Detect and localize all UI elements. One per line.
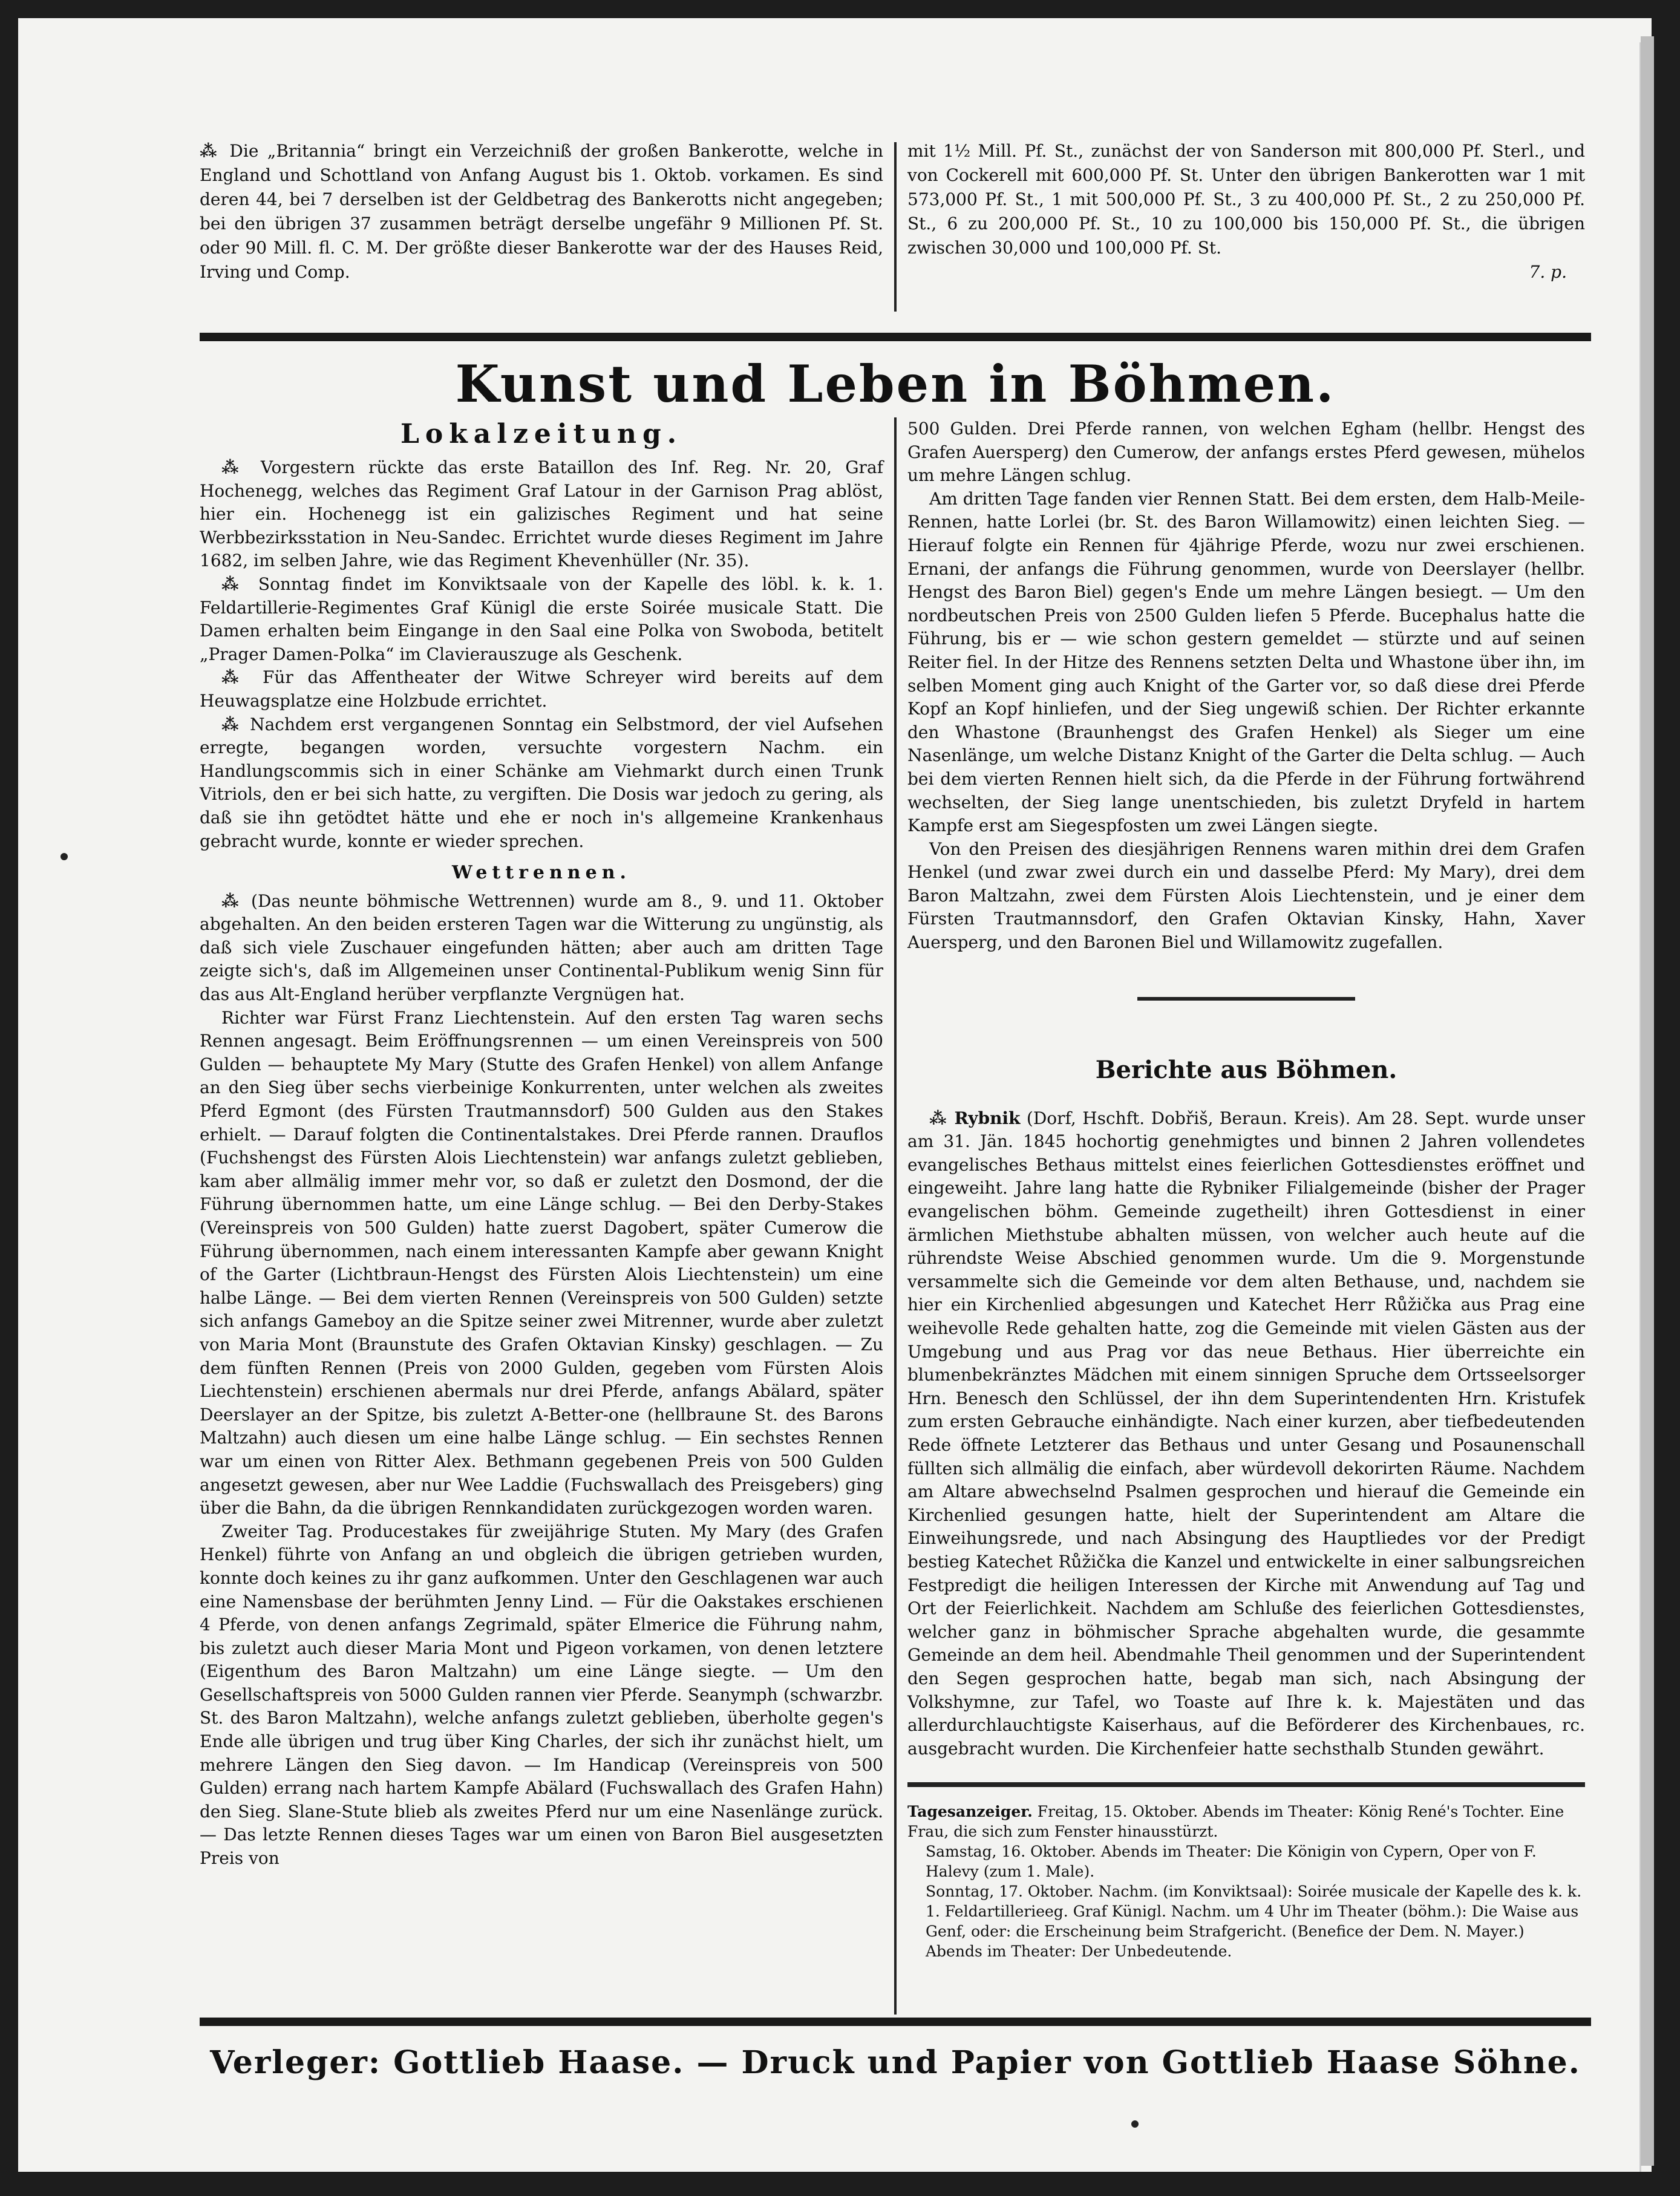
footer-rule bbox=[200, 2018, 1591, 2026]
paragraph: Richter war Fürst Franz Liechtenstein. Auf den ersten Tag waren sechs Rennen angesagt. Beim Eröffnungsrennen — um einen Vereinspreis von 500 Gulden — behauptete My Mary (Stutte des Grafen Henkel) von allem Anfange an den Sieg über sechs vierbeinige Konkurrenten, unter welchen als zweites Pferd Egmont (des Fürsten Trautmannsdorf) 500 Gulden aus den Stakes erhielt. — Darauf folgten die Continentalstakes. Drei Pferde rannen. Drauflos (Fuchshengst des Fürsten Alois Liechtenstein) war anfangs zuletzt geblieben, kam aber allmälig immer mehr vor, so daß er zuletzt den Dosmond, der die Führung übernommen hatte, um eine Länge schlug. — Bei den Derby-Stakes (Vereinspreis von 500 Gulden) hatte zuerst Dagobert, später Cumerow die Führung übernommen, nach einem interessanten Kampfe aber gewann Knight of the Garter (Lichtbraun-Hengst des Fürsten Alois Liechtenstein) um eine halbe Länge. — Bei dem vierten Rennen (Vereinspreis von 500 Gulden) setzte sich anfangs Gameboy an die Spitze seiner zwei Mitrenner, wurde aber zuletzt von Maria Mont (Braunstute des Grafen Oktavian Kinsky) geschlagen. — Zu dem fünften Rennen (Preis von 2000 Gulden, gegeben vom Fürsten Alois Liechtenstein) erschienen abermals nur drei Pferde, anfangs Abälard, später Deerslayer an der Spitze, bis zuletzt A-Better-one (hellbraune St. des Barons Maltzahn) auch diesen um eine halbe Länge schlug. — Ein sechstes Rennen war um einen von Ritter Alex. Bethmann gegebenen Preis von 500 Gulden angesetzt gewesen, aber nur Wee Laddie (Fuchswallach des Preisgebers) ging über die Bahn, da die übrigen Rennkandidaten zurückgezogen worden waren. bbox=[200, 1007, 883, 1518]
asterism-icon: ⁂ bbox=[221, 574, 258, 594]
publisher-imprint: Verleger: Gottlieb Haase. — Druck und Papier von Gottlieb Haase Söhne. bbox=[210, 2044, 1581, 2081]
theater-entry: Sonntag, 17. Oktober. Nachm. (im Konviktsaal): Soirée musicale der Kapelle des k. k. 1. Feldartillerieeg. Graf Künigl. Nachm. um 4 Uhr im Theater (böhm.): Die Waise aus Genf, oder: die Erscheinung beim Strafgericht. (Benefice der Dem. N. Mayer.) Abends im Theater: Der Unbedeutende. bbox=[926, 1883, 1582, 1961]
paragraph: ⁂ Vorgestern rückte das erste Bataillon des Inf. Reg. Nr. 20, Graf Hochenegg, welches das Regiment Graf Latour in der Garnison Prag ablöst, hier ein. Hochenegg ist ein galizisches Regiment und hat seine Werbbezirksstation in Neu-Sandec. Errichtet wurde dieses Regiment im Jahre 1682, im selben Jahre, wie das Regiment Khevenhüller (Nr. 35). bbox=[200, 457, 883, 571]
right-column bbox=[907, 417, 1585, 1961]
theater-divider bbox=[907, 1782, 1585, 1787]
theater-entry: Samstag, 16. Oktober. Abends im Theater: Die Königin von Cypern, Oper von F. Halevy (zum 1. Male). bbox=[926, 1843, 1537, 1881]
asterism-icon: ⁂ bbox=[221, 890, 252, 911]
wettrennen-subheading: Wettrennen. bbox=[452, 862, 631, 884]
place-name: Rybnik bbox=[954, 1108, 1021, 1128]
paragraph: ⁂ Für das Affentheater der Witwe Schreyer wird bereits auf dem Heuwagsplatze eine Holzbude errichtet. bbox=[200, 667, 883, 711]
section-divider bbox=[1137, 997, 1355, 1001]
asterism-icon: ⁂ bbox=[221, 714, 250, 734]
print-speck bbox=[60, 853, 68, 860]
header-rule bbox=[200, 333, 1591, 341]
paragraph: ⁂ Nachdem erst vergangenen Sonntag ein Selbstmord, der viel Aufsehen erregte, begangen worden, versuchte vorgestern Nachm. ein Handlungscommis sich in einer Schänke am Viehmarkt durch einen Trunk Vitriols, den er bei sich hatte, zu vergiften. Die Dosis war jedoch zu gering, als daß sie ihn getödtet hätte und ehe er noch in's allgemeine Krankenhaus gebracht wurde, konnte er wieder sprechen. bbox=[200, 714, 884, 851]
print-speck bbox=[1131, 2120, 1139, 2128]
berichte-heading: Berichte aus Böhmen. bbox=[1095, 1055, 1397, 1084]
author-signature: 7. p. bbox=[1529, 262, 1567, 282]
newspaper-page bbox=[18, 18, 1652, 2172]
bankruptcy-article-left: ⁂ Die „Britannia“ bringt ein Verzeichniß der großen Bankerotte, welche in England und Schottland von Anfang August bis 1. Oktob. vorkamen. Es sind deren 44, bei 7 derselben ist der Geldbetrag des Bankerotts nicht angegeben; bei den übrigen 37 zusammen beträgt derselbe ungefähr 9 Millionen Pf. St. oder 90 Mill. fl. C. M. Der größte dieser Bankerotte war der des Hauses Reid, Irving und Comp. bbox=[200, 141, 884, 282]
bankruptcy-article-right: mit 1½ Mill. Pf. St., zunächst der von Sanderson mit 800,000 Pf. Sterl., und von Cockerell mit 600,000 Pf. St. Unter den übrigen Bankerotten war 1 mit 573,000 Pf. St., 1 mit 500,000 Pf. St., 3 zu 400,000 Pf. St., 2 zu 250,000 Pf. St., 6 zu 200,000 Pf. St., 10 zu 100,000 bis 150,000 Pf. St., die übrigen zwischen 30,000 und 100,000 Pf. St. 7. p. bbox=[907, 139, 1585, 284]
paragraph: Am dritten Tage fanden vier Rennen Statt. Bei dem ersten, dem Halb-Meile-Rennen, hatte Lorlei (br. St. des Baron Willamowitz) einen leichten Sieg. — Hierauf folgte ein Rennen für 4jährige Pferde, wozu nur zwei erschienen. Ernani, der anfangs die Führung genommen, wurde von Deerslayer (hellbr. Hengst des Baron Biel) gegen's Ende um mehre Längen besiegt. — Um den nordbeutschen Preis von 2500 Gulden liefen 5 Pferde. Bucephalus hatte die Führung, bis er — wie schon gestern gemeldet — stürzte und auf seinen Reiter fiel. In der Hitze des Rennens setzten Delta und Whastone über ihn, im selben Moment ging auch Knight of the Garter vor, so daß diese drei Pferde Kopf an Kopf hinliefen, und der Sieg ungewiß schien. Der Richter erkannte den Whastone (Braunhengst des Grafen Henkel) als Sieger um eine Nasenlänge, um welche Distanz Knight of the Garter die Delta schlug. — Auch bei dem vierten Rennen hielt sich, da die Pferde in der Führung fortwährend wechselten, der Sieg lange unentschieden, bis zuletzt Dryfeld in hartem Kampfe erst am Siegespfosten um zwei Längen siegte. bbox=[907, 488, 1585, 836]
paragraph: Zweiter Tag. Producestakes für zweijährige Stuten. My Mary (des Grafen Henkel) führte von Anfang an und obgleich die übrigen getrieben wurden, konnte doch keines zu ihr ganz aufkommen. Unter den Geschlagenen war auch eine Namensbase der berühmten Jenny Lind. — Für die Oakstakes erschienen 4 Pferde, von denen anfangs Zegrimald, später Elmerice die Führung nahm, bis zuletzt auch dieser Maria Mont und Pigeon vorkamen, von denen letztere (Eigenthum des Baron Maltzahn) um eine Länge siegte. — Um den Gesellschaftspreis von 5000 Gulden rannen vier Pferde. Seanymph (schwarzbr. St. des Baron Maltzahn), welche anfangs zuletzt geblieben, überholte gegen's Ende alle übrigen und trug über King Charles, der sich ihr zunächst hielt, um mehrere Längen den Sieg davon. — Im Handicap (Vereinspreis von 500 Gulden) errang nach hartem Kampfe Abälard (Fuchswallach des Grafen Hahn) den Sieg. Slane-Stute blieb als zweites Pferd nur um eine Nasenlänge zurück. — Das letzte Rennen dieses Tages war um einen von Baron Biel ausgesetzten Preis von bbox=[200, 1521, 883, 1869]
paragraph: ⁂ (Das neunte böhmische Wettrennen) wurde am 8., 9. und 11. Oktober abgehalten. An den beiden ersteren Tagen war die Witterung zu ungünstig, als daß sich viele Zuschauer eingefunden hätten; aber auch am dritten Tage zeigte sich's, daß im Allgemeinen unser Continental-Publikum wenig Sinn für das aus Alt-England herüber verpflanzte Vergnügen hat. bbox=[200, 890, 883, 1005]
section-masthead: Kunst und Leben in Böhmen. bbox=[455, 354, 1336, 414]
paragraph: ⁂ Sonntag findet im Konviktsaale von der Kapelle des löbl. k. k. 1. Feldartillerie-Regimentes Graf Künigl die erste Soirée musicale Statt. Die Damen erhalten beim Eingange in den Saal eine Polka von Swoboda, betitelt „Prager Damen-Polka“ im Clavierauszuge als Geschenk. bbox=[200, 574, 884, 664]
paragraph: Von den Preisen des diesjährigen Rennens waren mithin drei dem Grafen Henkel (und zwar zwei durch ein und dasselbe Pferd: My Mary), drei dem Baron Maltzahn, zwei dem Fürsten Alois Liechtenstein, und je einer dem Fürsten Trautmannsdorf, den Grafen Oktavian Kinsky, Hahn, Xaver Auersperg, und den Baronen Biel und Willamowitz zugefallen. bbox=[907, 838, 1585, 953]
binding-edge bbox=[1641, 36, 1654, 2166]
column-divider-main bbox=[894, 417, 897, 2015]
lokalzeitung-heading: Lokalzeitung. bbox=[400, 419, 683, 449]
asterism-icon: ⁂ bbox=[200, 141, 230, 161]
asterism-icon: ⁂ bbox=[221, 457, 261, 477]
column-divider-top bbox=[894, 142, 897, 312]
paragraph: ⁂ Rybnik (Dorf, Hschft. Dobřiš, Beraun. Kreis). Am 28. Sept. wurde unser am 31. Jän. 1845 hochortig genehmigtes und binnen 2 Jahren vollendetes evangelisches Bethaus mittelst eines feierlichen Gottesdienstes eröffnet und eingeweiht. Jahre lang hatte die Rybniker Filialgemeinde (bisher der Prager evangelischen böhm. Gemeinde zugetheilt) ihren Gottesdienst in einer ärmlichen Miethstube abhalten müssen, von welcher auch heute auf die rührendste Weise Abschied genommen wurde. Um die 9. Morgenstunde versammelte sich die Gemeinde vor dem alten Bethause, und, nachdem sie hier ein Kirchenlied abgesungen und Katechet Herr Růžička aus Prag eine weihevolle Rede gehalten hatte, zog die Gemeinde mit vielen Gästen aus der Umgebung und aus Prag vor das neue Bethaus. Hier überreichte ein blumenbekränztes Mädchen mit einem sinnigen Spruche dem Ortsseelsorger Hrn. Benesch den Schlüssel, der ihn dem Superintendenten Hrn. Kristufek zum ersten Gebrauche einhändigte. Nach einer kurzen, aber tiefbedeutenden Rede öffnete Letzterer das Bethaus und unter Gesang und Posaunenschall füllten sich allmälig die einfach, aber würdevoll dekorirten Räume. Nachdem am Altare abwechselnd Psalmen gesprochen und hierauf die Gemeinde ein Kirchenlied gesungen hatte, hielt der Superintendent am Altare die Einweihungsrede, und nach Absingung des Hauptliedes vor der Predigt bestieg Katechet Růžička die Kanzel und entwickelte in einer salbungsreichen Festpredigt die heiligen Interessen der Kirche mit Anwendung auf Tag und Ort der Feierlichkeit. Nachdem am Schluße des feierlichen Gottesdienstes, welcher ganz in böhmischer Sprache abgehalten wurde, die gesammte Gemeinde an dem heil. Abendmahle Theil genommen und der Superintendent den Segen gesprochen hatte, begab man sich, nach Absingung der Volkshymne, zur Tafel, wo Toaste auf Ihre k. k. Majestäten und das allerdurchlauchtigste Kaiserhaus, auf die Beförderer des Kirchenbaues, rc. ausgebracht wurden. Die Kirchenfeier hatte sechsthalb Stunden gewährt. bbox=[907, 1108, 1586, 1759]
asterism-icon: ⁂ bbox=[929, 1108, 955, 1128]
asterism-icon: ⁂ bbox=[221, 667, 263, 688]
paragraph: 500 Gulden. Drei Pferde rannen, von welchen Egham (hellbr. Hengst des Grafen Auersperg) den Cumerow, der anfangs erstes Pferd gewesen, mühelos um mehre Längen schlug. bbox=[907, 419, 1585, 486]
theater-entry: Tagesanzeiger. Freitag, 15. Oktober. Abends im Theater: König René's Tochter. Eine Frau, die sich zum Fenster hinausstürzt. bbox=[907, 1803, 1564, 1841]
theater-listing bbox=[907, 1802, 1585, 1961]
theater-label: Tagesanzeiger. bbox=[907, 1803, 1033, 1821]
left-column bbox=[200, 417, 883, 1871]
